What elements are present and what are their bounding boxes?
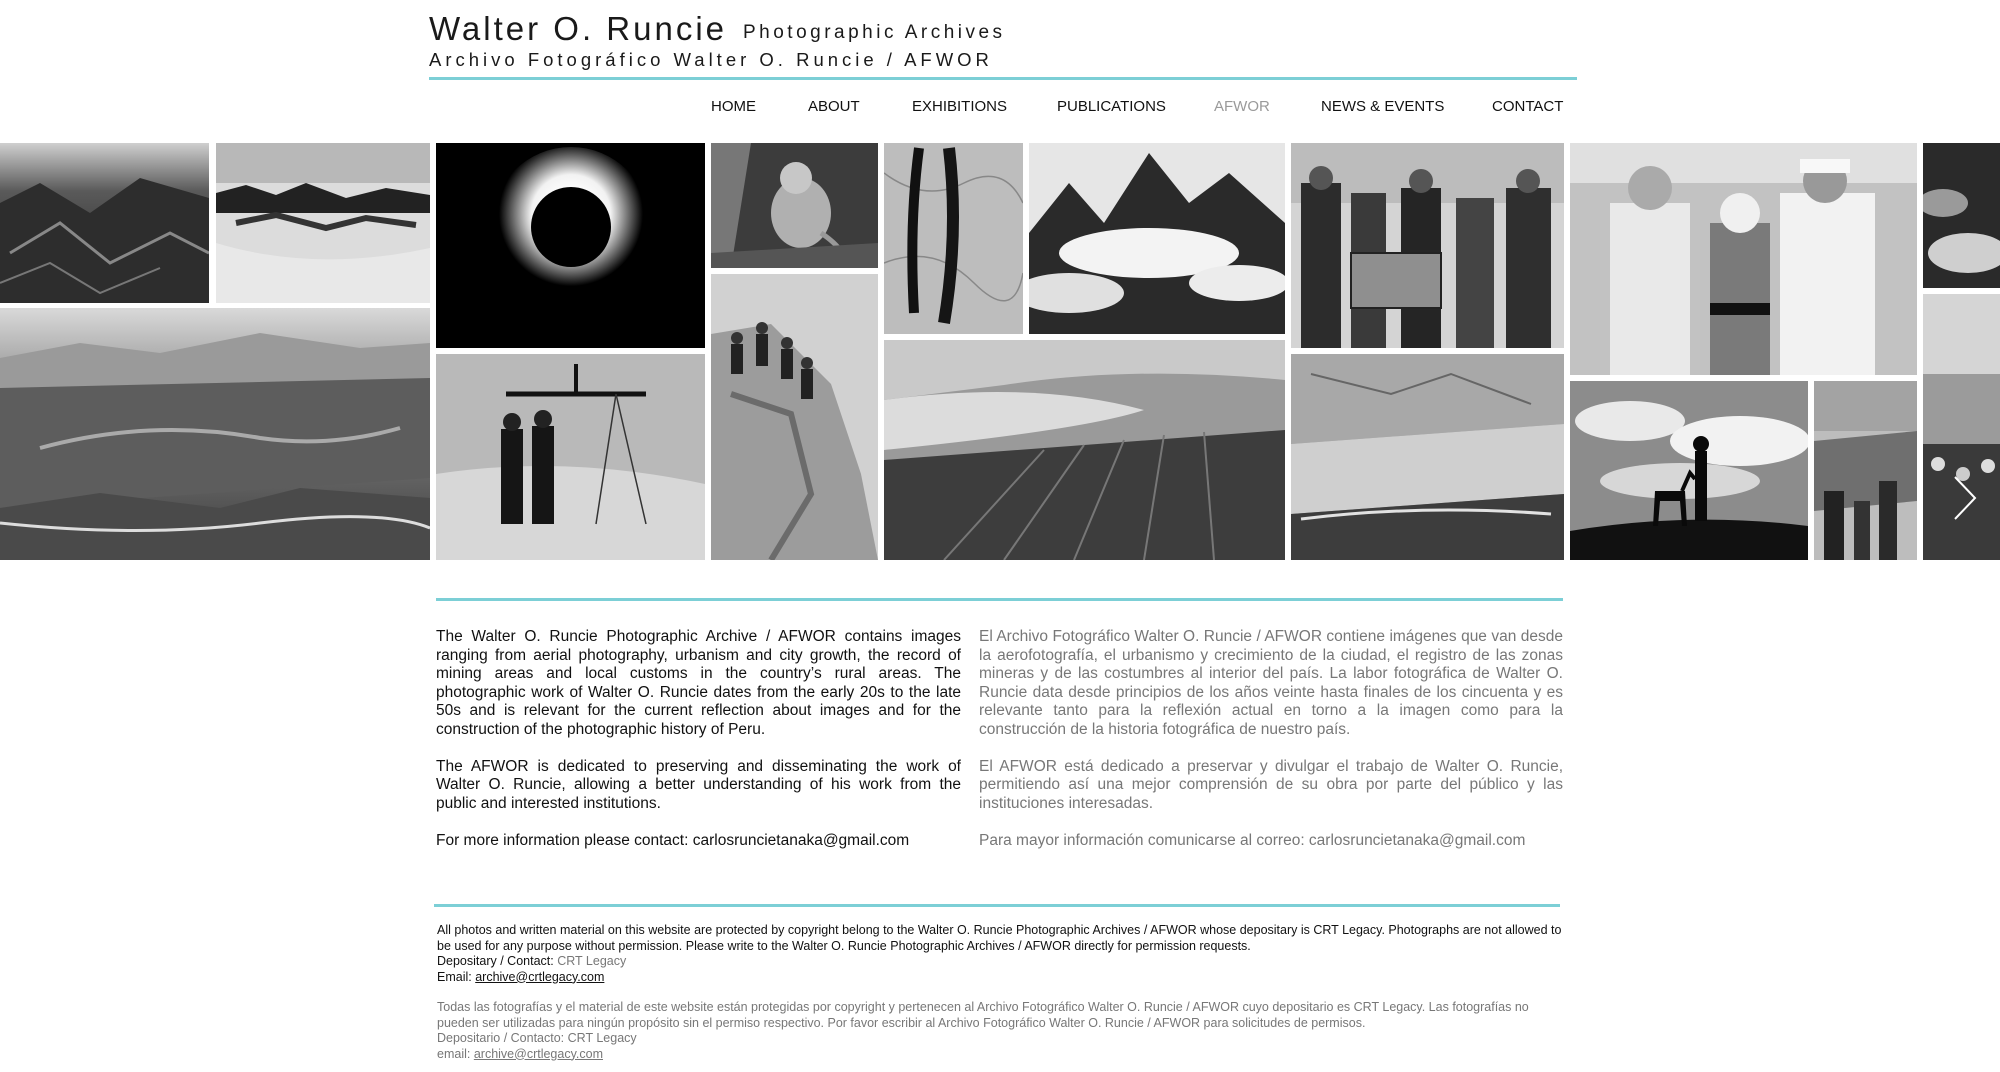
- site-title[interactable]: Walter O. Runcie: [429, 10, 728, 47]
- nav-publications[interactable]: PUBLICATIONS: [1057, 98, 1166, 115]
- footer-en-email-link[interactable]: archive@crtlegacy.com: [475, 969, 605, 984]
- about-spanish: [979, 628, 1563, 869]
- gallery-photo[interactable]: [1570, 143, 1917, 375]
- site-title-spanish: Archivo Fotográfico Walter O. Runcie / AFWOR: [429, 49, 993, 70]
- footer-es-copyright: Todas las fotografías y el material de este website están protegidas por copyright y pertenecen al Archivo Fotográfico Walter O. Runcie / AFWOR cuyo depositario es CRT Legacy. Las fotografías no pueden ser utilizadas para ningún propósito sin el permiso respectivo. Por favor escribir al Archivo Fotográfico Walter O. Runcie / AFWOR para solicitudes de permisos.: [437, 1000, 1529, 1030]
- gallery-photo[interactable]: [1029, 143, 1285, 334]
- footer-es-depositary-label: Depositario / Contacto:: [437, 1031, 565, 1045]
- gallery-photo[interactable]: [1814, 381, 1917, 560]
- footer-es-email-label: email:: [437, 1046, 471, 1061]
- footer-en-depositary: [437, 954, 1567, 970]
- footer-en-email: [437, 970, 1567, 986]
- footer-en-depositary-value: CRT Legacy: [557, 954, 627, 968]
- gallery-photo[interactable]: [0, 143, 209, 303]
- footer-en-email-label: Email:: [437, 969, 472, 984]
- gallery-photo[interactable]: [711, 143, 878, 268]
- gallery-photo[interactable]: [436, 143, 705, 348]
- gallery-photo[interactable]: [884, 340, 1285, 560]
- gallery-photo[interactable]: [1291, 143, 1564, 348]
- nav-exhibitions[interactable]: EXHIBITIONS: [912, 98, 1008, 115]
- gallery-photo[interactable]: [1923, 143, 2000, 288]
- main-nav: [0, 96, 2000, 120]
- nav-home[interactable]: HOME: [711, 98, 756, 115]
- nav-about[interactable]: ABOUT: [808, 98, 860, 115]
- gallery-next-button[interactable]: [1950, 473, 1980, 523]
- footer-es-depositary: [437, 1031, 1567, 1047]
- gallery-photo[interactable]: [884, 143, 1023, 334]
- about-en-paragraph-1: The Walter O. Runcie Photographic Archive / AFWOR contains images ranging from aerial photography, urbanism and city growth, the record of mining areas and local customs in the country’s rural areas. The photographic work of Walter O. Runcie dates from the early 20s to the late 50s and is relevant for the current reflection about images and for the construction of the photographic history of Peru.: [436, 628, 961, 738]
- footer-spanish: [437, 1000, 1567, 1062]
- about-en-contact: For more information please contact: carlosruncietanaka@gmail.com: [436, 831, 910, 849]
- about-es-paragraph-2: El AFWOR está dedicado a preservar y divulgar el trabajo de Walter O. Runcie, permitiendo así una mejor comprensión de su obra por parte del público y las instituciones interesadas.: [979, 757, 1563, 812]
- gallery-photo[interactable]: [216, 143, 430, 303]
- gallery-photo[interactable]: [0, 308, 430, 560]
- photo-gallery: [0, 143, 2000, 560]
- gallery-photo[interactable]: [1291, 354, 1564, 560]
- footer-english: [437, 923, 1567, 985]
- site-subtitle: Photographic Archives: [743, 22, 1006, 43]
- footer-es-depositary-value: CRT Legacy: [567, 1031, 637, 1045]
- header-divider: [429, 77, 1577, 80]
- content-divider: [436, 598, 1563, 601]
- gallery-photo[interactable]: [711, 274, 878, 560]
- gallery-photo[interactable]: [1570, 381, 1808, 560]
- about-en-paragraph-2: The AFWOR is dedicated to preserving and disseminating the work of Walter O. Runcie, allowing a better understanding of his work from the public and interested institutions.: [436, 757, 961, 812]
- footer-es-email-link[interactable]: archive@crtlegacy.com: [473, 1046, 603, 1061]
- footer-es-email: [437, 1047, 1567, 1063]
- footer-divider: [434, 904, 1560, 907]
- footer-en-depositary-label: Depositary / Contact:: [437, 954, 554, 968]
- gallery-photo[interactable]: [436, 354, 705, 560]
- chevron-right-icon: [1950, 473, 1980, 523]
- about-es-paragraph-1: El Archivo Fotográfico Walter O. Runcie / AFWOR contiene imágenes que van desde la aerofotografía, el urbanismo y crecimiento de la ciudad, el registro de las zonas mineras y de las costumbres al interior del país. La labor fotográfica de Walter O. Runcie data desde principios de los años veinte hasta finales de los cincuenta y es relevante tanto para la reflexión actual en torno a la imagen como para la construcción de la historia fotográfica de nuestro país.: [979, 628, 1563, 738]
- nav-afwor[interactable]: AFWOR: [1214, 98, 1270, 115]
- about-english: [436, 628, 961, 869]
- nav-contact[interactable]: CONTACT: [1492, 98, 1564, 115]
- nav-news-events[interactable]: NEWS & EVENTS: [1321, 98, 1445, 115]
- footer-en-copyright: All photos and written material on this website are protected by copyright belong to the Walter O. Runcie Photographic Archives / AFWOR whose depositary is CRT Legacy. Photographs are not allowed to be used for any purpose without permission. Please write to the Walter O. Runcie Photographic Archives / AFWOR directly for permission requests.: [437, 923, 1562, 953]
- about-es-contact: Para mayor información comunicarse al correo: carlosruncietanaka@gmail.com: [979, 831, 1526, 849]
